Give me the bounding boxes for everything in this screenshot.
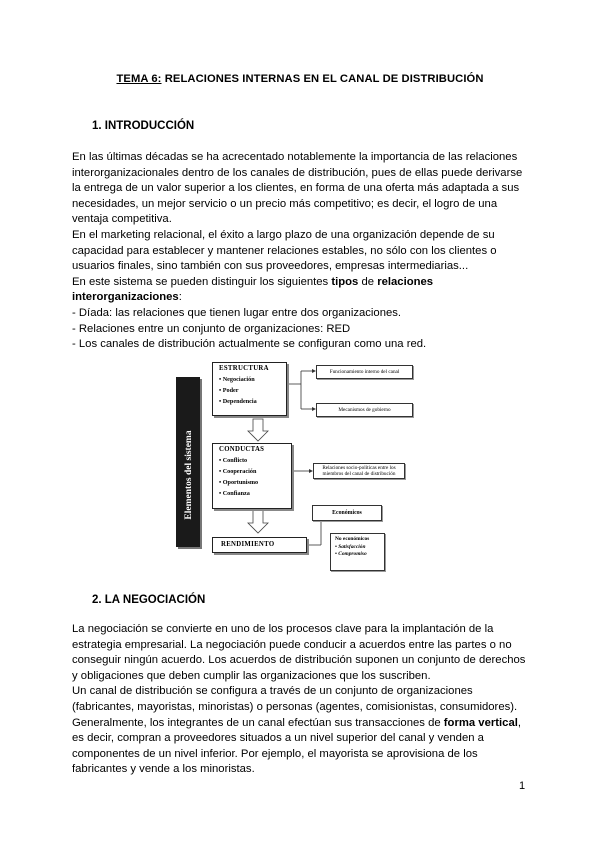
p3-bold-tipos: tipos [331, 275, 359, 288]
p3-bold-relaciones: relaciones interorganizaciones [72, 275, 434, 304]
estructura-item: • Dependencia [219, 398, 257, 405]
bullet-diada: - Díada: las relaciones que tienen lugar entre dos organizaciones. [72, 306, 402, 319]
section2-heading: 2. LA NEGOCIACIÓN [92, 594, 206, 606]
no-economicos-title: No económicos [335, 536, 370, 542]
s2p3-bold-forma-vertical: forma vertical [443, 716, 518, 729]
funcionamiento-box: Funcionamiento interno del canal [316, 365, 413, 379]
section1-paragraph-1: En las últimas décadas se ha acrecentado notablemente la importancia de las relaciones interorganizacionales dentro de los canales de distribución, pues de ellas puede derivarse la entrega de un valor superior a los clientes, en forma de una oferta más adaptada a sus necesidades, un mejor servicio o un precio más competitivo; es decir, el logro de una ventaja competitiva. [72, 151, 523, 226]
rendimiento-box [212, 537, 307, 553]
p3-text-start: En este sistema se pueden distinguir los siguientes [72, 275, 332, 288]
section1-paragraph-2: En el marketing relacional, el éxito a largo plazo de una organización depende de su capacidad para establecer y mantener relaciones estables, no sólo con los clientes o usuarios finales, sino también con sus proveedores, empresas intermediarias... [72, 228, 497, 273]
section1-heading: 1. INTRODUCCIÓN [92, 120, 195, 132]
no-economicos-item: • Compromiso [335, 551, 367, 557]
page-number: 1 [519, 780, 526, 792]
conductas-item: • Oportunismo [219, 479, 259, 486]
s2p3-text-end: , es decir, compran a proveedores situados a un nivel superior del canal y venden a componentes de un nivel inferior. Por ejemplo, el mayorista se aprovisiona de los fabricantes y vende a los minoristas. [72, 716, 522, 776]
s2p3-text-start: Generalmente, los integrantes de un canal efectúan sus transacciones de [72, 716, 444, 729]
section2-paragraph-1: La negociación se convierte en uno de los procesos clave para la implantación de la estrategia empresarial. La negociación puede conducir a acuerdos entre las partes o no conseguir ningún acuerdo. Los acuerdos de distribución suponen un conjunto de derechos y obligaciones que deben cumplir las organizaciones que los suscriben. [72, 623, 526, 682]
system-elements-label: Elementos del sistema [184, 430, 194, 520]
conductas-box [212, 443, 292, 509]
section1-paragraph-3 [72, 275, 534, 306]
bullet-red: - Relaciones entre un conjunto de organizaciones: RED [72, 322, 351, 335]
rendimiento-title: RENDIMIENTO [221, 541, 275, 548]
economicos-box: Económicos [312, 505, 382, 521]
system-diagram [176, 359, 416, 559]
conductas-item: • Conflicto [219, 457, 248, 464]
no-economicos-item: • Satisfacción [335, 543, 366, 550]
estructura-item: • Poder [219, 387, 239, 394]
p3-text-mid: de [358, 275, 378, 288]
title-text: RELACIONES INTERNAS EN EL CANAL DE DISTRIBUCIÓN [161, 73, 484, 85]
section2-body [72, 622, 534, 778]
title-prefix: TEMA 6: [116, 73, 162, 85]
conductas-item: • Cooperación [219, 468, 257, 475]
document-title [0, 73, 600, 85]
conductas-title: CONDUCTAS [219, 446, 265, 453]
conductas-item: • Confianza [219, 490, 250, 497]
estructura-box [212, 362, 287, 416]
mecanismos-box: Mecanismos de gobierno [316, 403, 413, 417]
section2-paragraph-2: Un canal de distribución se configura a través de un conjunto de organizaciones (fabricantes, mayoristas, minoristas) o personas (agentes, comisionistas, consumidores). [72, 685, 518, 713]
bullet-canales: - Los canales de distribución actualmente se configuran como una red. [72, 338, 427, 351]
relaciones-box: Relaciones socio-políticas entre los miembros del canal de distribución [313, 463, 405, 479]
estructura-item: • Negociación [219, 376, 255, 383]
section1-body [72, 150, 534, 353]
system-elements-bar [176, 377, 200, 547]
no-economicos-box [330, 533, 385, 571]
section2-paragraph-3 [72, 716, 534, 778]
estructura-title: ESTRUCTURA [219, 365, 269, 372]
p3-text-end: : [178, 291, 182, 304]
